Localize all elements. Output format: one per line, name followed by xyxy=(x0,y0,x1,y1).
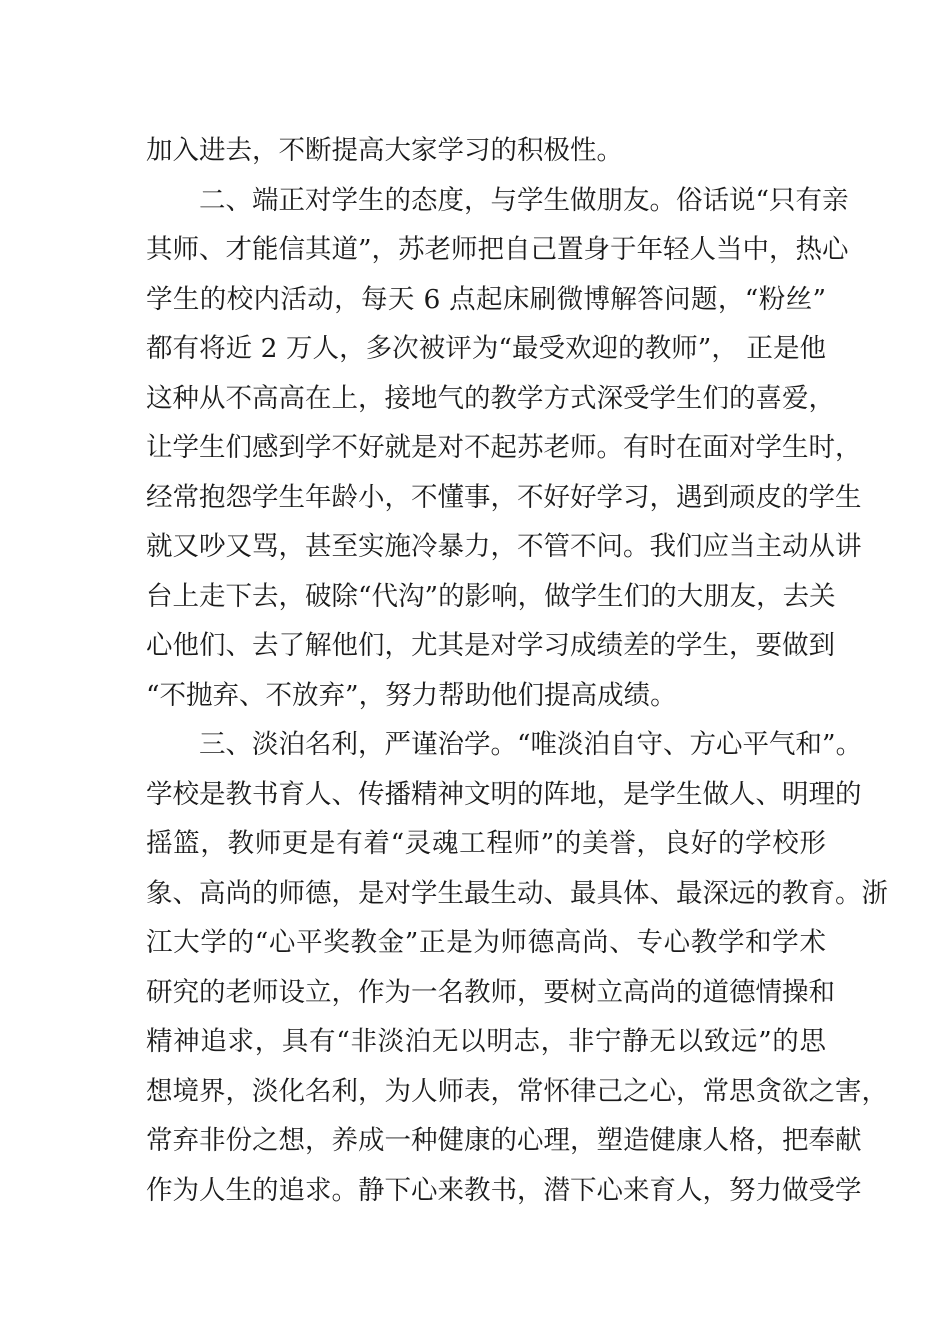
text-line: 江大学的“心平奖教金”正是为师德高尚、专心教学和学术 xyxy=(146,927,826,958)
text-line: 研究的老师设立，作为一名教师，要树立高尚的道德情操和 xyxy=(146,976,835,1008)
text-line: 学校是教书育人、传播精神文明的阵地，是学生做人、明理的 xyxy=(146,778,862,810)
text-line: 其师、才能信其道”，苏老师把自己置身于年轻人当中，热心 xyxy=(146,234,849,265)
text-line: 台上走下去，破除“代沟”的影响，做学生们的大朋友，去关 xyxy=(146,580,836,612)
text-line: 常弃非份之想，养成一种健康的心理，塑造健康人格，把奉献 xyxy=(146,1125,862,1156)
text-line: 学生的校内活动，每天 6 点起床刷微博解答问题，“粉丝” xyxy=(146,283,826,315)
text-line: 三、淡泊名利，严谨治学。“唯淡泊自守、方心平气和”。 xyxy=(146,729,863,760)
paragraph-3 xyxy=(146,720,888,1215)
text-line: 都有将近 2 万人，多次被评为“最受欢迎的教师”， 正是他 xyxy=(146,333,826,364)
text-line: 作为人生的追求。静下心来教书，潜下心来育人，努力做受学 xyxy=(146,1174,862,1206)
text-line: 精神追求，具有“非淡泊无以明志，非宁静无以致远”的思 xyxy=(146,1026,826,1057)
body-text xyxy=(146,126,888,1215)
text-line: 经常抱怨学生年龄小，不懂事，不好好学习，遇到顽皮的学生 xyxy=(146,481,862,513)
text-line: 就又吵又骂，甚至实施冷暴力，不管不问。我们应当主动从讲 xyxy=(146,531,862,562)
paragraph-2 xyxy=(146,176,862,721)
text-line: “不抛弃、不放弃”，努力帮助他们提高成绩。 xyxy=(146,679,677,711)
text-line: 二、端正对学生的态度，与学生做朋友。俗话说“只有亲 xyxy=(146,184,849,216)
text-line: 心他们、去了解他们，尤其是对学习成绩差的学生，要做到 xyxy=(146,630,835,661)
text-line: 让学生们感到学不好就是对不起苏老师。有时在面对学生时， xyxy=(146,432,862,463)
paragraph-1 xyxy=(146,126,826,176)
text-line: 摇篮，教师更是有着“灵魂工程师”的美誉，良好的学校形 xyxy=(146,828,826,859)
text-line: 想境界，淡化名利，为人师表，常怀律己之心，常思贪欲之害， xyxy=(146,1075,888,1107)
text-line: 这种从不高高在上，接地气的教学方式深受学生们的喜爱， xyxy=(146,382,835,414)
text-line: 加入进去，不断提高大家学习的积极性。 xyxy=(146,135,623,166)
text-line: 象、高尚的师德，是对学生最生动、最具体、最深远的教育。浙 xyxy=(146,877,888,909)
